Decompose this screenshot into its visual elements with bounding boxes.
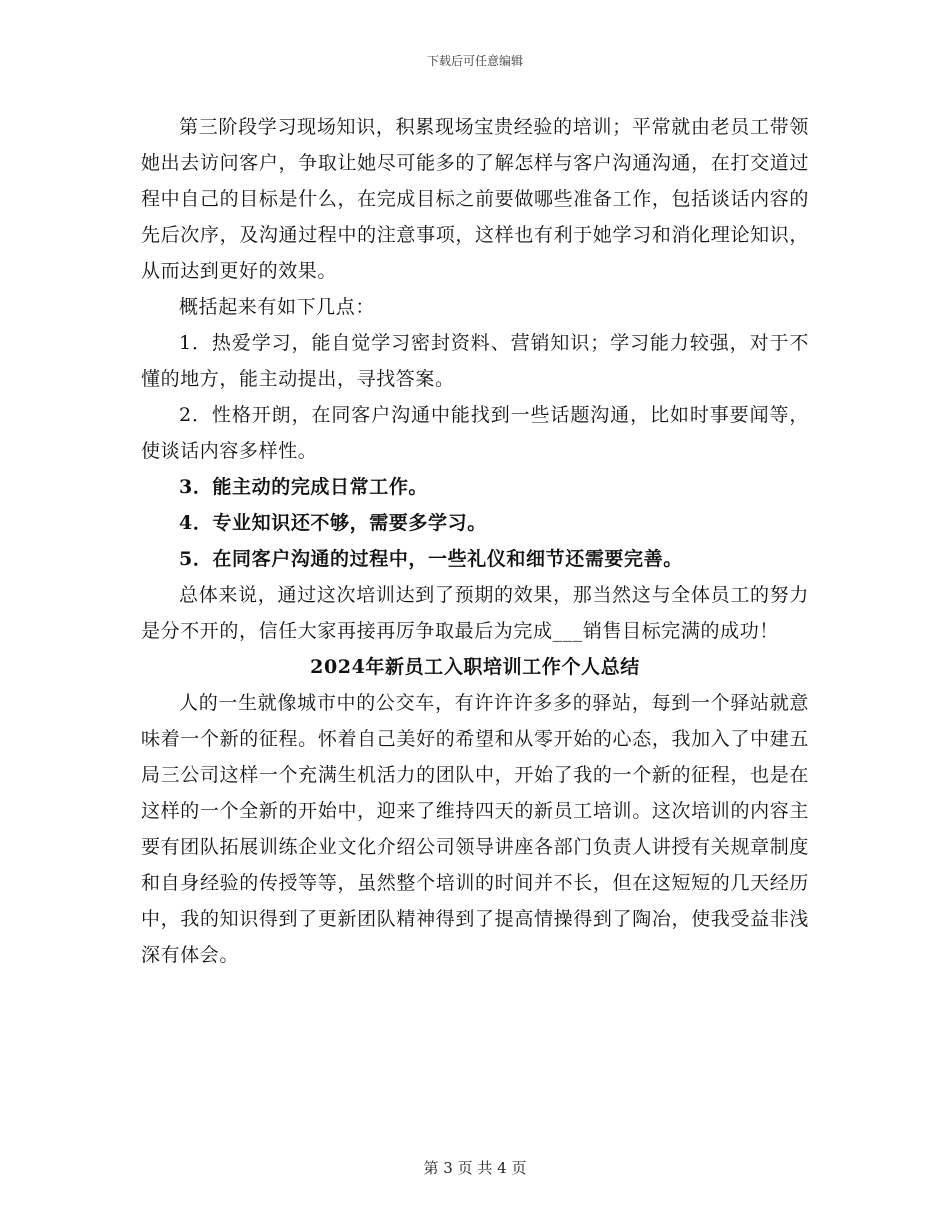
page-number: 第 3 页 共 4 页: [423, 1159, 527, 1177]
list-item-2: 2．性格开朗，在同客户沟通中能找到一些话题沟通，比如时事要闻等，使谈话内容多样性。: [141, 404, 809, 462]
section-title: 2024年新员工入职培训工作个人总结: [310, 656, 640, 678]
document-body: [141, 109, 809, 973]
list-item-5: 5．在同客户沟通的过程中，一些礼仪和细节还需要完善。: [179, 548, 683, 570]
list-item-3: 3．能主动的完成日常工作。: [179, 476, 429, 498]
page-header-note: 下载后可任意编辑: [426, 54, 523, 68]
paragraph-stage-three: 第三阶段学习现场知识，积累现场宝贵经验的培训；平常就由老员工带领她出去访问客户，争取让她尽可能多的了解怎样与客户沟通沟通，在打交道过程中自己的目标是什么，在完成目标之前要做哪些准备工作，包括谈话内容的先后次序，及沟通过程中的注意事项，这样也有利于她学习和消化理论知识，从而达到更好的效果。: [141, 116, 809, 282]
list-item-4: 4．专业知识还不够，需要多学习。: [179, 512, 487, 534]
paragraph-conclusion: 总体来说，通过这次培训达到了预期的效果，那当然这与全体员工的努力是分不开的，信任大家再接再厉争取最后为完成___销售目标完满的成功！: [141, 584, 809, 642]
paragraph-summary-intro: 概括起来有如下几点：: [179, 296, 376, 318]
paragraph-new-employee-summary: 人的一生就像城市中的公交车，有许许许多多的驿站，每到一个驿站就意味着一个新的征程。怀着自己美好的希望和从零开始的心态，我加入了中建五局三公司这样一个充满生机活力的团队中，开始了我的一个新的征程，也是在这样的一个全新的开始中，迎来了维持四天的新员工培训。这次培训的内容主要有团队拓展训练企业文化介绍公司领导讲座各部门负责人讲授有关规章制度和自身经验的传授等等，虽然整个培训的时间并不长，但在这短短的几天经历中，我的知识得到了更新团队精神得到了提高情操得到了陶冶，使我受益非浅深有体会。: [141, 692, 809, 966]
list-item-1: 1．热爱学习，能自觉学习密封资料、营销知识；学习能力较强，对于不懂的地方，能主动提出，寻找答案。: [141, 332, 809, 390]
